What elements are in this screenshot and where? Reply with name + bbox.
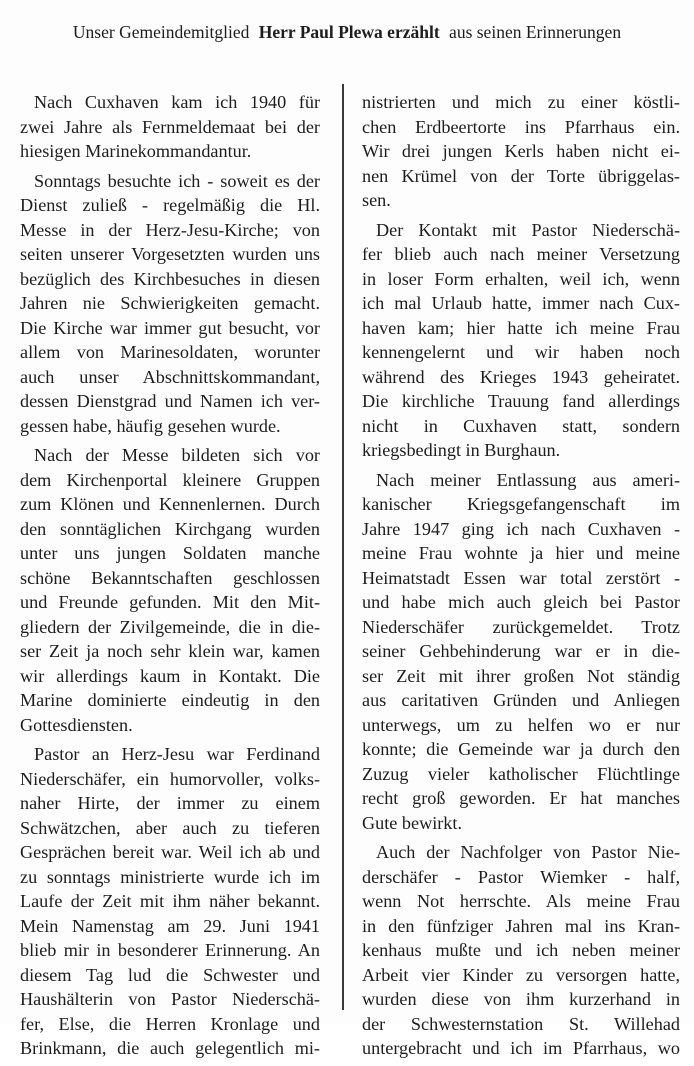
text-line: Arbeit vier Kinder zu versorgen hatte, [362, 964, 680, 985]
text-line: Haushälterin von Pastor Niederschä- [20, 989, 320, 1009]
text-line: kenhaus mußte und ich neben meiner [362, 940, 680, 960]
text-line: untergebracht und ich im Pfarrhaus, wo [362, 1038, 680, 1058]
paragraph [20, 169, 320, 439]
header-title-bold: Herr Paul Plewa erzählt [258, 22, 440, 42]
text-line: fer, Else, die Herren Kronlage und [20, 1013, 320, 1034]
text-line: Jahren nie Schwierigkeiten gemacht. [20, 293, 320, 313]
text-line: Niederschäfer, ein humorvoller, volks- [20, 768, 320, 789]
left-text-column [20, 90, 320, 1066]
text-line: dem Kirchenportal kleinere Gruppen [20, 469, 320, 490]
text-line: ser Zeit mit ihrer großen Not ständig [362, 665, 680, 686]
text-line: wurden diese von ihm kurzerhand in [362, 989, 680, 1009]
text-line: haven kam; hier hatte ich meine Frau [362, 317, 680, 338]
text-line: Schwätzchen, aber auch zu tieferen [20, 817, 320, 838]
text-line: Dienst zuließ - regelmäßig die Hl. [20, 195, 320, 215]
text-line: seiner Gehbehinderung war er in die- [362, 641, 680, 661]
text-line: und Freunde gefunden. Mit den Mit- [20, 592, 320, 612]
text-line: Auch der Nachfolger von Pastor Nie- [376, 842, 680, 862]
text-line: hiesigen Marinekommandantur. [20, 141, 252, 161]
header-prefix: Unser Gemeindemitglied [72, 22, 250, 42]
article-header [0, 20, 694, 44]
text-line: zum Klönen und Kennenlernen. Durch [20, 494, 320, 514]
text-line: wir allerdings kaum in Kontakt. Die [20, 665, 320, 686]
header-suffix: aus seinen Erinnerungen [449, 22, 622, 42]
text-line: den sonntäglichen Kirchgang wurden [20, 518, 320, 539]
text-line: Sonntags besuchte ich - soweit es der [34, 170, 320, 191]
text-line: Nach Cuxhaven kam ich 1940 für [34, 92, 320, 112]
text-line: Jahre 1947 ging ich nach Cuxhaven - [362, 518, 680, 539]
text-line: Brinkmann, die auch gelegentlich mi- [20, 1038, 320, 1058]
text-line: recht groß geworden. Er hat manches [362, 788, 680, 808]
text-line: Laufe der Zeit mit ihm näher bekannt. [20, 891, 320, 911]
text-line: kriegsbedingt in Burghaun. [362, 440, 561, 460]
paragraph [20, 443, 320, 737]
text-line: meine Frau wohnte ja hier und meine [362, 543, 680, 563]
text-line: derschäfer - Pastor Wiemker - half, [362, 866, 680, 887]
paragraph [362, 218, 680, 463]
text-line: Die kirchliche Trauung fand allerdings [362, 391, 680, 411]
column-divider [342, 84, 344, 1010]
text-line: gessen habe, häufig gesehen wurde. [20, 415, 281, 436]
text-line: seiten unserer Vorgesetzten wurden uns [20, 244, 320, 264]
text-line: nistrierten und mich zu einer köstli- [362, 92, 680, 112]
text-line: chen Erdbeertorte ins Pfarrhaus ein. [362, 116, 680, 137]
text-line: unterwegs, um zu helfen wo er nur [362, 714, 680, 735]
text-line: nen Krümel von der Torte übriggelas- [362, 165, 680, 186]
text-line: sen. [362, 190, 391, 210]
text-line: Mein Namenstag am 29. Juni 1941 [20, 915, 320, 936]
text-line: Zuzug vieler katholischer Flüchtlinge [362, 763, 680, 784]
text-line: unter uns jungen Soldaten manche [20, 543, 320, 563]
text-line: bezüglich des Kirchbesuches in diesen [20, 268, 320, 289]
text-line: Messe in der Herz-Jesu-Kirche; von [20, 219, 320, 240]
text-line: Der Kontakt mit Pastor Niederschä- [376, 219, 680, 240]
paragraph [20, 742, 320, 1061]
text-line: ich mal Urlaub hatte, immer nach Cux- [362, 293, 680, 313]
text-line: allem von Marinesoldaten, worunter [20, 342, 320, 362]
paragraph [362, 90, 680, 213]
text-line: Gute bewirkt. [362, 812, 463, 833]
text-line: kanischer Kriegsgefangenschaft im [362, 494, 680, 514]
text-line: Nach meiner Entlassung aus ameri- [376, 469, 680, 490]
text-line: schöne Bekanntschaften geschlossen [20, 567, 320, 588]
text-line: diesem Tag lud die Schwester und [20, 964, 320, 985]
text-line: zu sonntags ministrierte wurde ich im [20, 866, 320, 887]
text-line: gliedern der Zivilgemeinde, die in die- [20, 616, 320, 637]
text-line: ser Zeit ja noch sehr klein war, kamen [20, 641, 320, 661]
text-line: fer blieb auch nach meiner Versetzung [362, 244, 680, 264]
text-line: Pastor an Herz-Jesu war Ferdinand [34, 744, 320, 764]
paragraph [20, 90, 320, 164]
paragraph [362, 840, 680, 1061]
text-line: und habe mich auch gleich bei Pastor [362, 592, 680, 612]
text-line: Gesprächen bereit war. Weil ich ab und [20, 842, 320, 862]
text-line: kennengelernt und wir haben noch [362, 342, 680, 362]
text-line: Die Kirche war immer gut besucht, vor [20, 317, 320, 338]
text-line: auch unser Abschnittskommandant, [20, 366, 320, 387]
text-line: Wir drei jungen Kerls haben nicht ei- [362, 141, 680, 161]
text-line: Niederschäfer zurückgemeldet. Trotz [362, 616, 680, 637]
text-line: blieb mir in besonderer Erinnerung. An [20, 940, 320, 960]
text-line: während des Krieges 1943 geheiratet. [362, 366, 680, 387]
text-line: Gottesdiensten. [20, 714, 133, 735]
text-line: aus caritativen Gründen und Anliegen [362, 690, 680, 710]
text-line: Heimatstadt Essen war total zerstört - [362, 567, 680, 588]
text-line: der Schwesternstation St. Willehad [362, 1013, 680, 1034]
text-line: konnte; die Gemeinde war ja durch den [362, 739, 680, 759]
text-line: dessen Dienstgrad und Namen ich ver- [20, 391, 320, 411]
right-text-column [362, 90, 680, 1066]
text-line: in loser Form erhalten, weil ich, wenn [362, 268, 680, 289]
text-line: zwei Jahre als Fernmeldemaat bei der [20, 116, 320, 137]
text-line: Marine dominierte eindeutig in den [20, 690, 320, 710]
text-line: in den fünfziger Jahren mal ins Kran- [362, 915, 680, 936]
text-line: Nach der Messe bildeten sich vor [34, 445, 320, 465]
text-line: nicht in Cuxhaven statt, sondern [362, 415, 680, 436]
text-line: naher Hirte, der immer zu einem [20, 793, 320, 813]
paragraph [362, 468, 680, 836]
text-line: wenn Not herrschte. Als meine Frau [362, 891, 680, 911]
